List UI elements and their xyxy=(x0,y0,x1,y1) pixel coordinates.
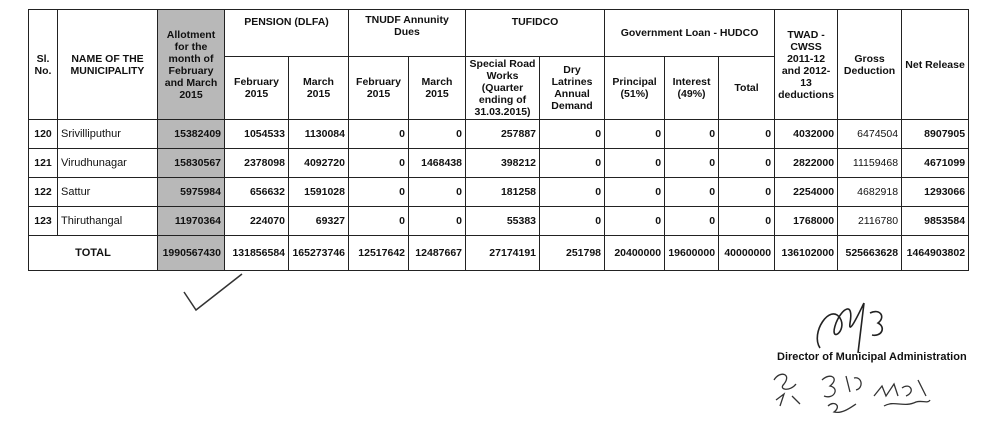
cell-allotment: 15830567 xyxy=(158,149,225,178)
total-label: TOTAL xyxy=(29,236,158,271)
cell-no: 123 xyxy=(29,207,58,236)
cell-interest: 0 xyxy=(665,178,719,207)
table-row xyxy=(29,120,969,149)
cell-principal: 0 xyxy=(605,120,665,149)
total-principal: 20400000 xyxy=(605,236,665,271)
total-loan-total: 40000000 xyxy=(719,236,775,271)
cell-tnudf-feb: 0 xyxy=(349,149,409,178)
cell-gross: 11159468 xyxy=(838,149,902,178)
header-total: Total xyxy=(719,57,775,120)
cell-dry-latrines: 0 xyxy=(540,149,605,178)
cell-tnudf-feb: 0 xyxy=(349,120,409,149)
cell-twad: 2822000 xyxy=(775,149,838,178)
cell-interest: 0 xyxy=(665,207,719,236)
total-tnudf-feb: 12517642 xyxy=(349,236,409,271)
cell-principal: 0 xyxy=(605,149,665,178)
cell-name: Thiruthangal xyxy=(58,207,158,236)
cell-tnudf-mar: 1468438 xyxy=(409,149,466,178)
cell-allotment: 11970364 xyxy=(158,207,225,236)
cell-pension-feb: 224070 xyxy=(225,207,289,236)
header-tnudf-feb: February 2015 xyxy=(349,57,409,120)
cell-allotment: 5975984 xyxy=(158,178,225,207)
cell-pension-feb: 1054533 xyxy=(225,120,289,149)
cell-net: 4671099 xyxy=(902,149,969,178)
table-row xyxy=(29,178,969,207)
total-row xyxy=(29,236,969,271)
cell-loan-total: 0 xyxy=(719,120,775,149)
cell-net: 9853584 xyxy=(902,207,969,236)
header-row-1 xyxy=(29,10,969,57)
total-net: 1464903802 xyxy=(902,236,969,271)
director-designation: Director of Municipal Administration xyxy=(777,351,967,363)
cell-tnudf-mar: 0 xyxy=(409,207,466,236)
cell-principal: 0 xyxy=(605,207,665,236)
cell-no: 120 xyxy=(29,120,58,149)
cell-name: Virudhunagar xyxy=(58,149,158,178)
cell-pension-feb: 656632 xyxy=(225,178,289,207)
initials-scribbles xyxy=(770,366,970,420)
total-dry-latrines: 251798 xyxy=(540,236,605,271)
cell-special-road: 257887 xyxy=(466,120,540,149)
cell-name: Sattur xyxy=(58,178,158,207)
header-sl-no: Sl. No. xyxy=(29,10,58,120)
table-row xyxy=(29,149,969,178)
header-govt-loan: Government Loan - HUDCO xyxy=(605,10,775,57)
header-tnudf: TNUDF Annunity Dues xyxy=(349,10,466,57)
header-net: Net Release xyxy=(902,10,969,120)
header-tnudf-mar: March 2015 xyxy=(409,57,466,120)
header-special-road: Special Road Works (Quarter ending of 31.03.2015) xyxy=(466,57,540,120)
cell-pension-mar: 69327 xyxy=(289,207,349,236)
cell-gross: 6474504 xyxy=(838,120,902,149)
cell-net: 8907905 xyxy=(902,120,969,149)
cell-dry-latrines: 0 xyxy=(540,207,605,236)
total-tnudf-mar: 12487667 xyxy=(409,236,466,271)
cell-tnudf-mar: 0 xyxy=(409,178,466,207)
header-twad: TWAD - CWSS 2011-12 and 2012-13 deductions xyxy=(775,10,838,120)
header-pension-feb: February 2015 xyxy=(225,57,289,120)
header-pension-mar: March 2015 xyxy=(289,57,349,120)
cell-pension-mar: 1130084 xyxy=(289,120,349,149)
cell-dry-latrines: 0 xyxy=(540,178,605,207)
header-tufidco: TUFIDCO xyxy=(466,10,605,57)
cell-special-road: 55383 xyxy=(466,207,540,236)
cell-twad: 4032000 xyxy=(775,120,838,149)
header-interest: Interest (49%) xyxy=(665,57,719,120)
cell-loan-total: 0 xyxy=(719,207,775,236)
total-interest: 19600000 xyxy=(665,236,719,271)
release-table xyxy=(28,9,969,271)
cell-name: Srivilliputhur xyxy=(58,120,158,149)
header-gross: Gross Deduction xyxy=(838,10,902,120)
cell-gross: 4682918 xyxy=(838,178,902,207)
cell-tnudf-mar: 0 xyxy=(409,120,466,149)
cell-special-road: 181258 xyxy=(466,178,540,207)
total-gross: 525663628 xyxy=(838,236,902,271)
cell-pension-mar: 1591028 xyxy=(289,178,349,207)
total-pension-mar: 165273746 xyxy=(289,236,349,271)
cell-gross: 2116780 xyxy=(838,207,902,236)
cell-allotment: 15382409 xyxy=(158,120,225,149)
cell-special-road: 398212 xyxy=(466,149,540,178)
total-pension-feb: 131856584 xyxy=(225,236,289,271)
cell-interest: 0 xyxy=(665,149,719,178)
cell-net: 1293066 xyxy=(902,178,969,207)
cell-no: 121 xyxy=(29,149,58,178)
cell-interest: 0 xyxy=(665,120,719,149)
header-principal: Principal (51%) xyxy=(605,57,665,120)
total-allotment: 1990567430 xyxy=(158,236,225,271)
cell-loan-total: 0 xyxy=(719,178,775,207)
cell-twad: 2254000 xyxy=(775,178,838,207)
table-row xyxy=(29,207,969,236)
header-name: NAME OF THE MUNICIPALITY xyxy=(58,10,158,120)
cell-pension-mar: 4092720 xyxy=(289,149,349,178)
header-allotment: Allotment for the month of February and March 2015 xyxy=(158,10,225,120)
header-pension: PENSION (DLFA) xyxy=(225,10,349,57)
header-dry-latrines: Dry Latrines Annual Demand xyxy=(540,57,605,120)
tick-mark xyxy=(180,270,250,320)
total-special-road: 27174191 xyxy=(466,236,540,271)
total-twad: 136102000 xyxy=(775,236,838,271)
cell-principal: 0 xyxy=(605,178,665,207)
cell-dry-latrines: 0 xyxy=(540,120,605,149)
cell-tnudf-feb: 0 xyxy=(349,207,409,236)
cell-no: 122 xyxy=(29,178,58,207)
cell-tnudf-feb: 0 xyxy=(349,178,409,207)
cell-pension-feb: 2378098 xyxy=(225,149,289,178)
cell-twad: 1768000 xyxy=(775,207,838,236)
cell-loan-total: 0 xyxy=(719,149,775,178)
